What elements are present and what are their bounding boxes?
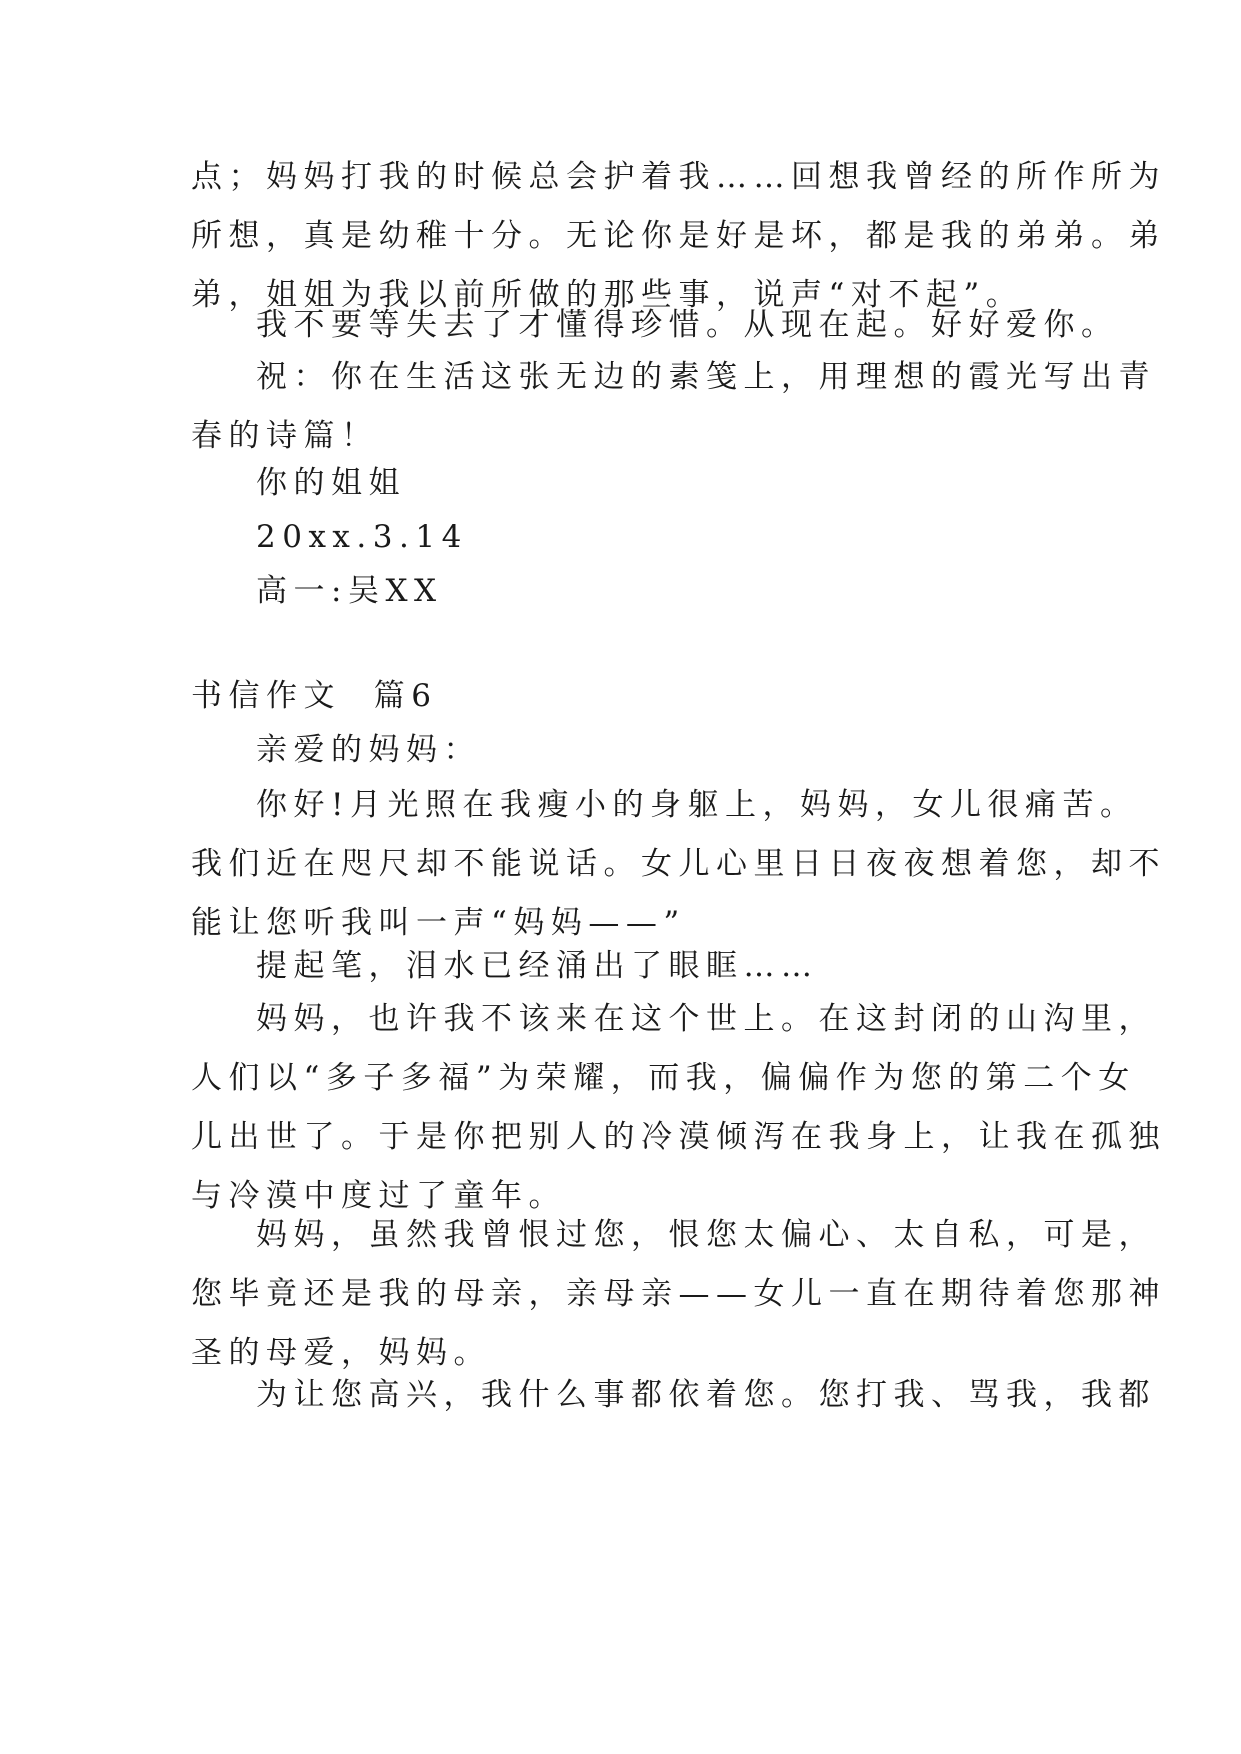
signature xyxy=(256,454,1136,513)
signature-text: 你的姐姐 xyxy=(256,465,406,501)
paragraph-wish xyxy=(191,348,1156,466)
section-title-text: 书信作文 篇6 xyxy=(191,678,438,714)
text-line: 圣的母爱，妈妈。 xyxy=(191,1335,491,1371)
paragraph-childhood xyxy=(191,990,1166,1226)
text-line: 儿出世了。于是你把别人的冷漠倾泻在我身上，让我在孤独 xyxy=(191,1119,1166,1155)
letter-date xyxy=(256,508,1136,567)
text-line: 弟，姐姐为我以前所做的那些事，说声“对不起”。 xyxy=(191,277,1024,313)
paragraph-mother-love xyxy=(191,1206,1166,1383)
text-line: 提起笔，泪水已经涌出了眼眶…… xyxy=(256,948,819,984)
text-line: 人们以“多子多福”为荣耀，而我，偏偏作为您的第二个女 xyxy=(191,1060,1136,1096)
text-line: 我们近在咫尺却不能说话。女儿心里日日夜夜想着您，却不 xyxy=(191,846,1166,882)
paragraph-tears xyxy=(256,937,1136,996)
salutation-text: 亲爱的妈妈： xyxy=(256,732,481,768)
author-line xyxy=(256,562,1136,621)
paragraph-obedience xyxy=(256,1366,1156,1425)
paragraph-greeting xyxy=(191,776,1166,953)
text-line: 我不要等失去了才懂得珍惜。从现在起。好好爱你。 xyxy=(256,307,1119,343)
text-line: 春的诗篇！ xyxy=(191,418,379,454)
text-line: 妈妈，虽然我曾恨过您，恨您太偏心、太自私，可是， xyxy=(256,1217,1156,1253)
text-line: 点；妈妈打我的时候总会护着我……回想我曾经的所作所为 xyxy=(191,159,1166,195)
text-line: 与冷漠中度过了童年。 xyxy=(191,1178,566,1214)
text-line: 所想，真是幼稚十分。无论你是好是坏，都是我的弟弟。弟 xyxy=(191,218,1166,254)
salutation xyxy=(256,721,1136,780)
section-title xyxy=(191,667,1071,726)
text-line: 祝：你在生活这张无边的素笺上，用理想的霞光写出青 xyxy=(256,359,1156,395)
text-line: 为让您高兴，我什么事都依着您。您打我、骂我，我都 xyxy=(256,1377,1156,1413)
date-text: 20xx.3.14 xyxy=(256,519,468,555)
paragraph-cherish xyxy=(256,296,1136,355)
text-line: 你好!月光照在我瘦小的身躯上，妈妈，女儿很痛苦。 xyxy=(256,787,1138,823)
text-line: 能让您听我叫一声“妈妈——” xyxy=(191,905,686,941)
author-text: 高一:吴XX xyxy=(256,573,443,609)
text-line: 您毕竟还是我的母亲，亲母亲——女儿一直在期待着您那神 xyxy=(191,1276,1166,1312)
text-line: 妈妈，也许我不该来在这个世上。在这封闭的山沟里， xyxy=(256,1001,1156,1037)
